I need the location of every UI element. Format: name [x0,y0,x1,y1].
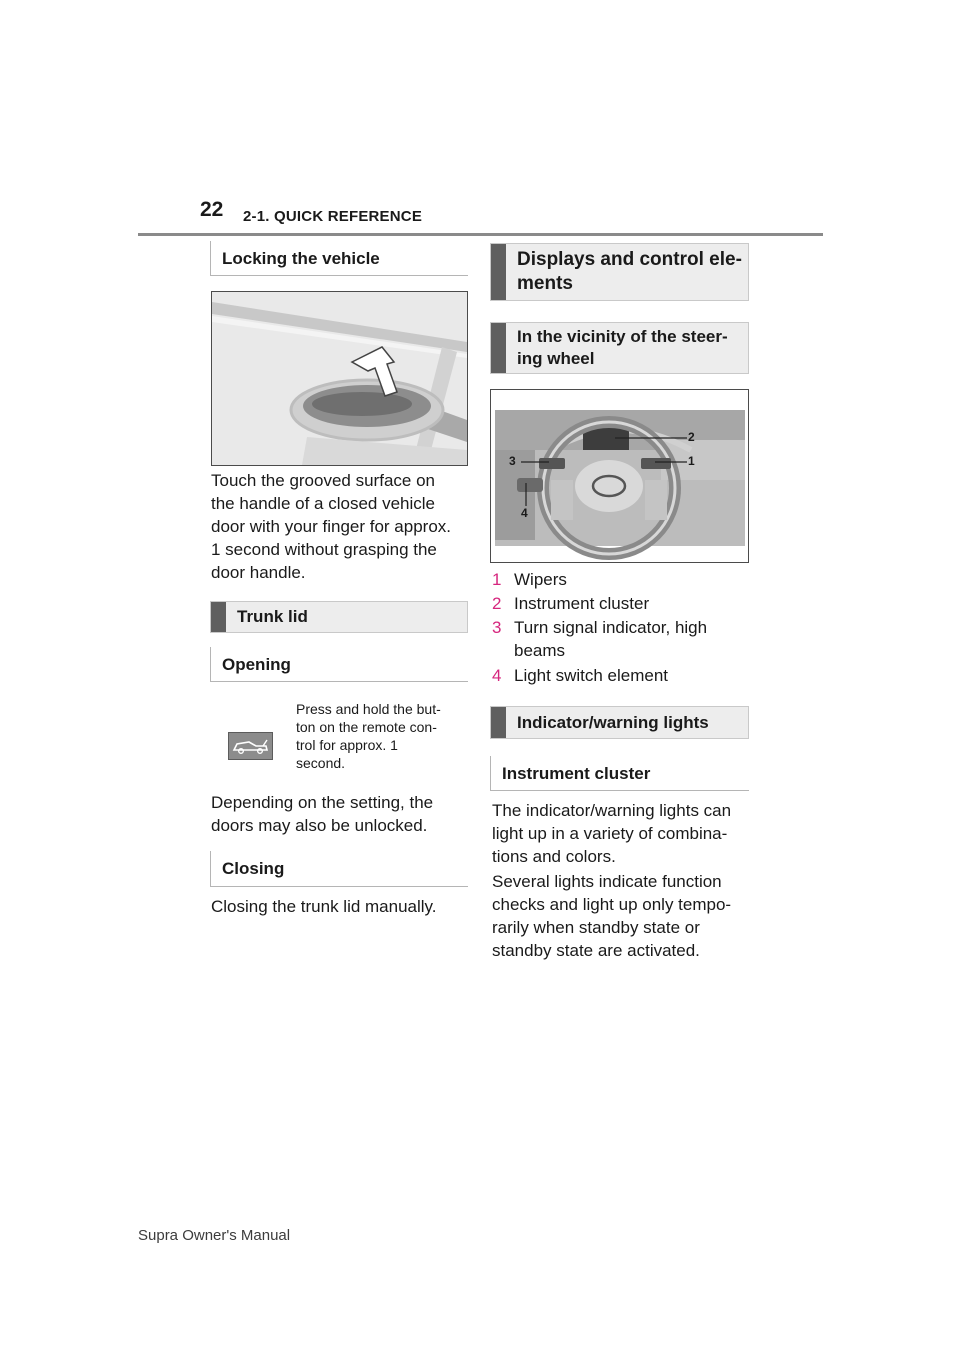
section-instrument-cluster [490,756,749,791]
steering-wheel-illustration [491,390,748,562]
list-number: 2 [492,594,502,613]
door-handle-illustration [212,292,467,465]
section-opening [210,647,468,682]
header-rule [138,233,823,236]
list-item: 3 Turn signal indicator, high beams [492,618,708,660]
callout-4: 4 [521,506,528,520]
section-indicator-warning-lights [490,706,749,739]
opening-description: Depending on the setting, the doors may also be unlocked. [211,793,434,835]
list-number: 1 [492,570,502,589]
list-number: 3 [492,618,502,637]
list-item: 1 Wipers [492,570,567,589]
section-title: Displays and control ele- ments [517,249,742,294]
steering-wheel-figure [490,389,749,563]
section-displays-and-control-elements [490,243,749,301]
section-title: In the vicinity of the steer- ing wheel [517,327,728,368]
cluster-paragraph-2: Several lights indicate function checks and light up only tempo- rarily when standby state or standby state are activated. [492,872,732,960]
section-title: Closing [222,859,285,878]
section-vicinity-steering-wheel [490,322,749,374]
callout-3: 3 [509,454,516,468]
section-closing [210,851,468,887]
section-title: Opening [222,655,291,674]
footer-manual-title: Supra Owner's Manual [138,1227,291,1244]
page-number: 22 [200,198,224,221]
legend-list [492,568,752,688]
section-title: Indicator/warning lights [517,712,709,732]
cluster-paragraph-1: The indicator/warning lights can light up in a variety of combina- tions and colors. [492,801,732,866]
section-title: Locking the vehicle [222,249,380,268]
closing-description: Closing the trunk lid manually. [211,897,437,916]
door-handle-figure [211,291,468,466]
section-locking-the-vehicle [210,241,468,276]
chapter-title: 2-1. QUICK REFERENCE [243,208,423,225]
locking-instructions: Touch the grooved surface on the handle of a closed vehicle door with your finger for approx. 1 second without grasping the door handle. [211,471,452,582]
opening-note: Press and hold the but- ton on the remote con- trol for approx. 1 second. [296,701,441,771]
callout-1: 1 [688,454,695,468]
section-title: Trunk lid [237,607,308,626]
list-item: 4 Light switch element [492,666,669,685]
list-item: 2 Instrument cluster [492,594,650,613]
callout-2: 2 [688,430,695,444]
section-trunk-lid [210,601,468,633]
car-trunk-icon [228,732,273,760]
section-title: Instrument cluster [502,764,651,783]
list-number: 4 [492,666,502,685]
